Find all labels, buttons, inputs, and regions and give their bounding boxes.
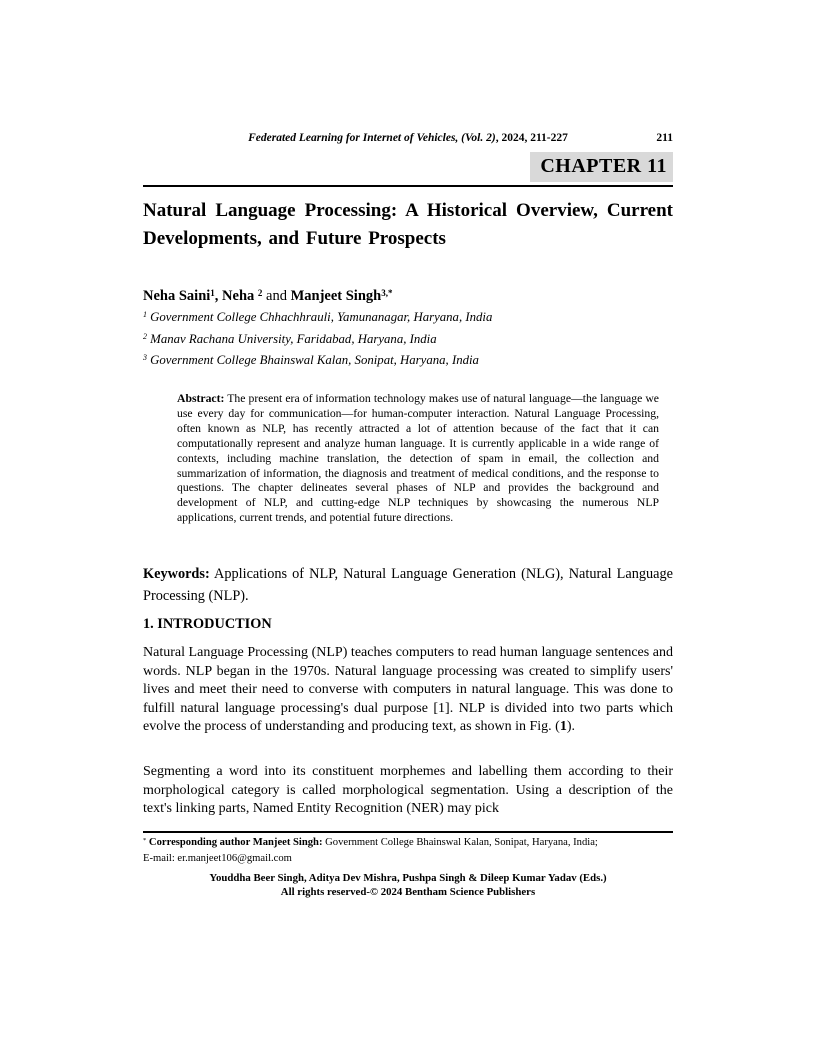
header-rule (143, 185, 673, 187)
page-number: 211 (656, 132, 673, 144)
footnote-asterisk: * (143, 837, 147, 845)
affiliation-3-superscript: 3 (143, 353, 147, 363)
section-heading-introduction: 1. INTRODUCTION (143, 616, 272, 632)
affiliation-1 (143, 310, 673, 332)
corresponding-author-footnote (143, 836, 673, 866)
author-2-name: Neha (222, 288, 255, 304)
affiliation-2-text: Manav Rachana University, Faridabad, Haryana, India (146, 331, 437, 346)
chapter-label: CHAPTER 11 (530, 152, 673, 182)
keywords-label: Keywords: (143, 566, 210, 582)
article-title: Natural Language Processing: A Historical Overview, Current Developments, and Future Prospects (143, 200, 673, 249)
authors-line (143, 288, 673, 305)
affiliation-2-superscript: 2 (143, 331, 147, 341)
footnote-line (143, 836, 673, 852)
footnote-email: E-mail: er.manjeet106@gmail.com (143, 852, 292, 864)
journal-volume-info: , 2024, 211-227 (495, 132, 568, 144)
figure-1-reference: 1 (559, 719, 567, 735)
abstract-text: The present era of information technology makes use of natural language—the language we use every day for communication—for human-computer interaction. Natural Language Processing, often known as NLP, has recently attracted a lot of attention because of the fact that it can computationally represent and analyze human language. It is currently applicable in a wide range of contexts, including machine translation, the detection of spam in email, the collection and summarization of information, the diagnosis and treatment of medical conditions, and the response to questions. The chapter delineates several phases of NLP and provides the background and development of NLP, and cutting-edge NLP techniques by showcasing the numerous NLP applications, current trends, and potential future directions. (177, 392, 659, 525)
intro-paragraph-1 (143, 644, 673, 737)
author-separator: , (214, 288, 223, 304)
affiliations (143, 310, 673, 375)
keywords (143, 564, 673, 607)
affiliation-3 (143, 353, 673, 375)
journal-title: Federated Learning for Internet of Vehicles, (Vol. 2) (248, 132, 496, 144)
author-1-name: Neha Saini (143, 288, 211, 304)
intro-paragraph-1-text: Natural Language Processing (NLP) teaches computers to read human language sentences and words. NLP began in the 1970s. Natural language processing was created to simplify users' lives and meet their need to converse with computers in natural language. This was done to fulfill natural language processing's dual purpose [1]. NLP is divided into two parts which evolve the process of understanding and producing text, as shown in Fig. ( (143, 645, 673, 735)
chapter-banner (143, 152, 673, 182)
footnote-affiliation: Government College Bhainswal Kalan, Sonipat, Haryana, India; (322, 837, 598, 848)
copyright-line: All rights reserved-© 2024 Bentham Science Publishers (280, 886, 536, 899)
author-1-superscript: 1 (210, 287, 215, 298)
abstract (177, 392, 659, 526)
intro-paragraph-1-end: ). (566, 719, 575, 735)
authors-and: and (262, 288, 291, 304)
footnote-rule (143, 831, 673, 833)
intro-paragraph-2: Segmenting a word into its constituent morphemes and labelling them according to their morphological category is called morphological segmentation. Using a description of the text's linking parts, Named Entity Recognition (NER) may pick (143, 764, 673, 817)
abstract-label: Abstract: (177, 392, 225, 405)
author-2-superscript: 2 (257, 287, 263, 298)
author-3-superscript: 3,* (381, 287, 393, 298)
editors-line: Youddha Beer Singh, Aditya Dev Mishra, Pushpa Singh & Dileep Kumar Yadav (Eds.) (209, 872, 607, 884)
affiliation-1-text: Government College Chhachhrauli, Yamunanagar, Haryana, India (146, 310, 493, 324)
affiliation-2 (143, 332, 673, 354)
author-3-name: Manjeet Singh (290, 288, 382, 304)
affiliation-3-text: Government College Bhainswal Kalan, Sonipat, Haryana, India (146, 353, 479, 367)
publisher-footer (143, 871, 673, 899)
journal-header (143, 131, 673, 145)
affiliation-1-superscript: 1 (143, 310, 147, 320)
keywords-text: Applications of NLP, Natural Language Generation (NLG), Natural Language Processing (NLP). (143, 566, 673, 604)
footnote-label: Corresponding author Manjeet Singh: (146, 837, 323, 848)
